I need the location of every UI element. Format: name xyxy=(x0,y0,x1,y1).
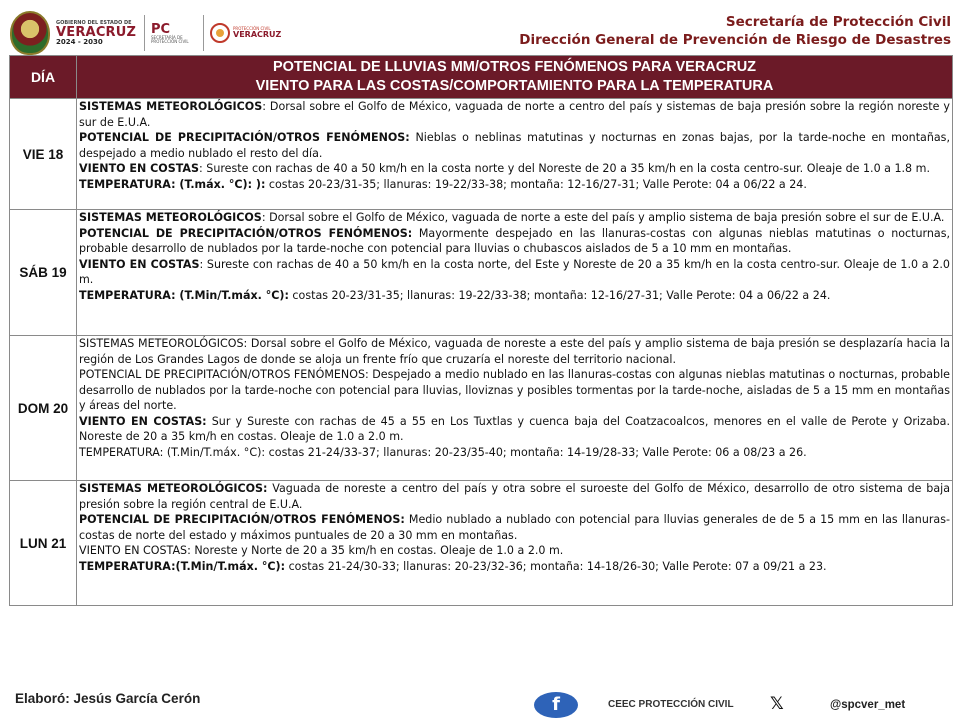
temperatura-text: costas 20-23/31-35; llanuras: 19-22/33-38; montaña: 12-16/27-31; Valle Perote: 04 a 06/22 a 24. xyxy=(265,177,807,191)
facebook-icon[interactable]: f xyxy=(534,692,578,718)
sistemas-meteorologicos-text: : Dorsal sobre el Golfo de México, vaguada de norte a centro del país y sistemas de baja presión sobre la región noreste y sur de E.U.A. xyxy=(79,100,950,129)
viento-en-costas-label: VIENTO EN COSTAS xyxy=(79,162,200,175)
temperatura-label: TEMPERATURA:(T.Min/T.máx. °C): xyxy=(79,559,286,573)
potencial-precipitacion-text: Nieblas o neblinas matutinas y nocturnas en zonas bajas, por la tarde-noche en montañas, despejado a medio nublado el resto del día. xyxy=(79,131,950,160)
agency-heading xyxy=(519,12,951,49)
gov-line3: 2024 - 2030 xyxy=(56,37,103,46)
proteccion-civil-emblem-icon xyxy=(210,23,230,43)
gobierno-veracruz-logo xyxy=(56,21,138,46)
day-cell: DOM 20 xyxy=(10,336,77,481)
temperatura-paragraph xyxy=(79,288,950,304)
forecast-cell xyxy=(77,336,953,481)
forecast-row xyxy=(10,481,953,606)
temperatura-paragraph xyxy=(79,445,950,461)
x-twitter-icon[interactable]: 𝕏 xyxy=(770,694,784,714)
pc-logo xyxy=(151,23,197,44)
viento-en-costas-text: : Sureste con rachas de 40 a 50 km/h en la costa norte y del Noreste de 20 a 35 km/h en la costa centro-sur. Oleaje de 1.0 a 1.8 m. xyxy=(199,162,930,175)
day-cell: SÁB 19 xyxy=(10,210,77,336)
temperatura-text: costas 21-24/30-33; llanuras: 20-23/32-36; montaña: 14-18/26-30; Valle Perote: 07 a 09/21 a 23. xyxy=(285,559,827,573)
gov-line1: GOBIERNO DEL ESTADO DE xyxy=(56,19,132,26)
temperatura-label: TEMPERATURA: (T.Min/T.máx. °C): xyxy=(79,288,289,302)
pc-label: PC xyxy=(151,21,171,37)
potencial-precipitacion-label: POTENCIAL DE PRECIPITACIÓN/OTROS FENÓMENOS: xyxy=(79,513,405,526)
sistemas-meteorologicos-paragraph xyxy=(79,481,950,512)
sistemas-meteorologicos-paragraph xyxy=(79,99,950,130)
direccion-title: Dirección General de Prevención de Riesgo de Desastres xyxy=(519,32,951,48)
sistemas-meteorologicos-text: Vaguada de noreste a centro del país y otra sobre el suroeste del Golfo de México, desarrollo de otro sistema de baja presión sobre la región central de E.U.A. xyxy=(79,482,950,511)
temperatura-paragraph xyxy=(79,559,950,575)
pc-veracruz-logo xyxy=(233,27,281,39)
potencial-precipitacion-label: POTENCIAL DE PRECIPITACIÓN/OTROS FENÓMENOS: xyxy=(79,226,413,240)
forecast-row xyxy=(10,210,953,336)
temperatura-label: TEMPERATURA: (T.máx. °C): ): xyxy=(79,177,266,191)
header-logos xyxy=(10,9,281,57)
day-cell: LUN 21 xyxy=(10,481,77,606)
temperatura-paragraph xyxy=(79,177,950,193)
author-credit: Elaboró: Jesús García Cerón xyxy=(15,691,201,706)
day-cell: VIE 18 xyxy=(10,99,77,210)
sistemas-meteorologicos-text: SISTEMAS METEOROLÓGICOS: Dorsal sobre el Golfo de México, vaguada de noreste a este del país y amplio sistema de baja presión se desplazaría hacia la región de Los Grandes Lagos de donde se aloja un frente frío que cruzaría el noreste del territorio nacional. xyxy=(79,337,950,366)
viento-en-costas-paragraph xyxy=(79,257,950,288)
gov-line2: VERACRUZ xyxy=(56,24,137,40)
potencial-precipitacion-paragraph xyxy=(79,226,950,257)
viento-en-costas-text: VIENTO EN COSTAS: Noreste y Norte de 20 a 35 km/h en costas. Oleaje de 1.0 a 2.0 m. xyxy=(79,544,564,557)
forecast-row xyxy=(10,336,953,481)
viento-en-costas-label: VIENTO EN COSTAS xyxy=(79,257,200,271)
sistemas-meteorologicos-paragraph xyxy=(79,336,950,367)
footer xyxy=(0,683,960,717)
pv-label: VERACRUZ xyxy=(233,30,282,39)
forecast-table xyxy=(9,55,953,606)
potencial-precipitacion-text: Medio nublado a nublado con potencial para lluvias generales de de 5 a 15 mm en las llanuras-costas de norte del estado y máximos puntuales de 20 a 30 mm en montañas. xyxy=(79,513,950,542)
table-title-line2: VIENTO PARA LAS COSTAS/COMPORTAMIENTO PARA LA TEMPERATURA xyxy=(255,78,774,94)
forecast-table-header xyxy=(10,56,953,99)
logo-divider xyxy=(144,15,145,51)
table-title-line1: POTENCIAL DE LLUVIAS MM/OTROS FENÓMENOS PARA VERACRUZ xyxy=(272,59,757,75)
viento-en-costas-text: : Sureste con rachas de 40 a 50 km/h en la costa norte, del Este y Noreste de 20 a 35 km/h en la costa centro-sur. Oleaje de 1.0 a 2.0 m. xyxy=(79,257,950,286)
sistemas-meteorologicos-text: : Dorsal sobre el Golfo de México, vaguada de norte a este del país y amplio sistema de baja presión sobre el sur de E.U.A. xyxy=(261,211,945,224)
viento-en-costas-paragraph xyxy=(79,161,950,177)
secretaria-title: Secretaría de Protección Civil xyxy=(725,14,951,30)
sistemas-meteorologicos-paragraph xyxy=(79,210,950,226)
sistemas-meteorologicos-label: SISTEMAS METEOROLÓGICOS: xyxy=(79,482,268,495)
x-account-handle: @spcver_met xyxy=(830,699,906,711)
viento-en-costas-paragraph xyxy=(79,414,950,445)
sistemas-meteorologicos-label: SISTEMAS METEOROLÓGICOS xyxy=(79,100,263,113)
facebook-account-label: CEEC PROTECCIÓN CIVIL xyxy=(608,699,734,710)
sistemas-meteorologicos-label: SISTEMAS METEOROLÓGICOS xyxy=(79,211,262,224)
forecast-column-header xyxy=(77,56,953,99)
forecast-cell xyxy=(77,99,953,210)
viento-en-costas-label: VIENTO EN COSTAS: xyxy=(79,414,207,428)
temperatura-text: TEMPERATURA: (T.Min/T.máx. °C): costas 21-24/33-37; llanuras: 20-23/35-40; montaña: 14-19/28-33; Valle Perote: 06 a 08/23 a 26. xyxy=(79,445,807,459)
potencial-precipitacion-paragraph xyxy=(79,130,950,161)
logo-divider-2 xyxy=(203,15,204,51)
viento-en-costas-paragraph xyxy=(79,543,950,559)
forecast-row xyxy=(10,99,953,210)
pv-sub: PROTECCIÓN CIVIL xyxy=(233,26,271,31)
day-column-header: DÍA xyxy=(10,56,77,99)
forecast-cell xyxy=(77,481,953,606)
potencial-precipitacion-text: POTENCIAL DE PRECIPITACIÓN/OTROS FENÓMENOS: Despejado a medio nublado en las llanuras-costas con algunas nieblas matutinas o nocturnas, probable desarrollo de nublados por la tarde-noche con potencial para lluvias, lloviznas y posibles tormentas por la tarde-noche, aisladas de 5 a 15 mm en montañas y áreas del norte. xyxy=(79,368,950,412)
potencial-precipitacion-text: Mayormente despejado en las llanuras-costas con algunas nieblas matutinas o nocturnas, probable desarrollo de nublados por la tarde-noche con potencial para lluvias o chubascos aislados de 5 a 10 mm en montañas. xyxy=(79,226,950,255)
viento-en-costas-text: Sur y Sureste con rachas de 45 a 55 en Los Tuxtlas y cuenca baja del Coatzacoalcos, menores en el valle de Perote y Orizaba. Noreste de 20 a 35 km/h en costas. Oleaje de 1.0 a 2.0 m. xyxy=(79,414,950,443)
potencial-precipitacion-paragraph xyxy=(79,512,950,543)
potencial-precipitacion-paragraph xyxy=(79,367,950,414)
temperatura-text: costas 20-23/31-35; llanuras: 19-22/33-38; montaña: 12-16/27-31; Valle Perote: 04 a 06/22 a 24. xyxy=(288,288,831,302)
pc-sub: SECRETARÍA DE PROTECCIÓN CIVIL xyxy=(151,34,189,44)
forecast-cell xyxy=(77,210,953,336)
veracruz-seal-icon xyxy=(10,11,50,55)
potencial-precipitacion-label: POTENCIAL DE PRECIPITACIÓN/OTROS FENÓMENOS: xyxy=(79,131,410,144)
